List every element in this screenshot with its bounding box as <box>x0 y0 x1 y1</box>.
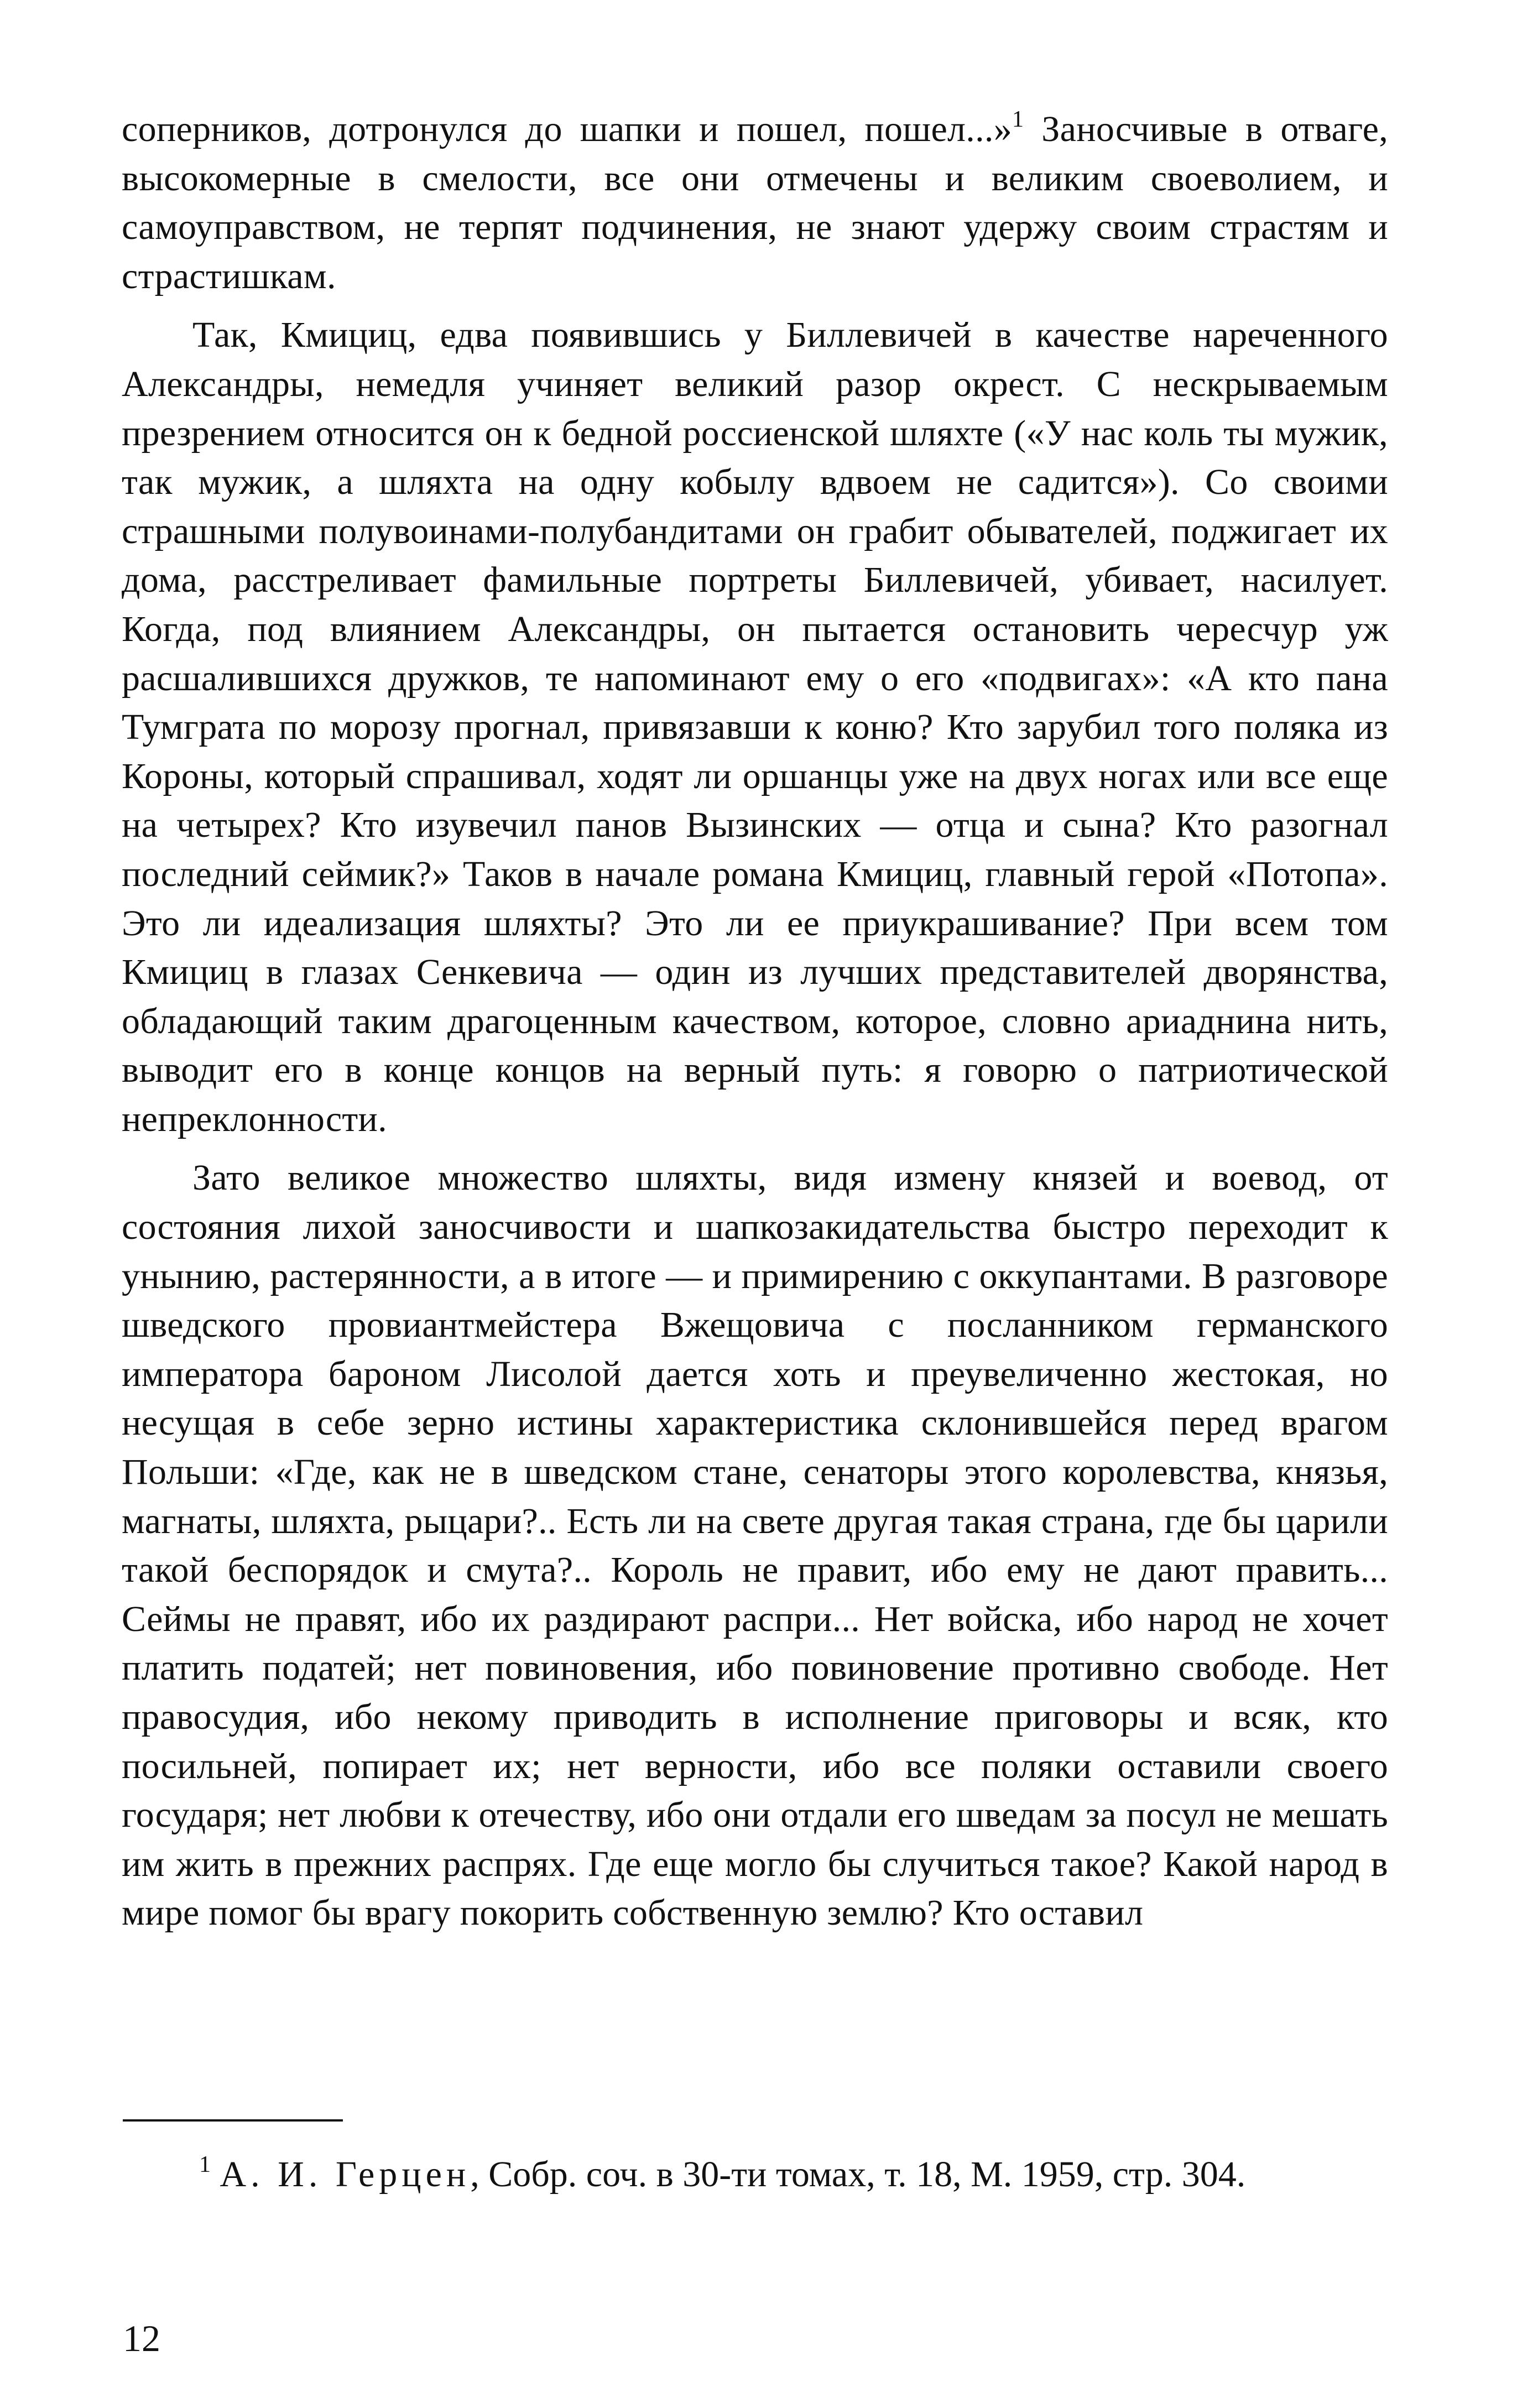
paragraph-1-continuation: Заносчивые в отваге, высокомерные в смелости, все они отмечены и великим своеволием, и самоуправством, не терпят подчинения, не знают удержу своим страстям и страстишкам. <box>122 109 1388 296</box>
footnote-author: А. И. Герцен <box>220 2154 471 2195</box>
page-number: 12 <box>123 2317 160 2359</box>
footnote-citation: , Собр. соч. в 30-ти томах, т. 18, М. 1959, стр. 304. <box>470 2154 1246 2195</box>
paragraph-1 <box>122 105 1388 301</box>
footnote <box>122 2150 1388 2199</box>
paragraph-3: Зато великое множество шляхты, видя измену князей и воевод, от состояния лихой заносчивости и шапкозакидательства быстро переходит к унынию, растерянности, а в итоге — и примирению с оккупантами. В разговоре шведского провиантмейстера Вжещовича с посланником германского императора бароном Лисолой дается хоть и преувеличенно жестокая, но несущая в себе зерно истины характеристика склонившейся перед врагом Польши: «Где, как не в шведском стане, сенаторы этого королевства, князья, магнаты, шляхта, рыцари?.. Есть ли на свете другая такая страна, где бы царили такой беспорядок и смута?.. Король не правит, ибо ему не дают править... Сеймы не правят, ибо их раздирают распри... Нет войска, ибо народ не хочет платить податей; нет повиновения, ибо повиновение противно свободе. Нет правосудия, ибо некому приводить в исполнение приговоры и всяк, кто посильней, попирает их; нет верности, ибо все поляки оставили своего государя; нет любви к отечеству, ибо они отдали его шведам за посул не мешать им жить в прежних распрях. Где еще могло бы случиться такое? Какой народ в мире помог бы врагу покорить собственную землю? Кто оставил <box>122 1158 1388 1933</box>
footnote-reference[interactable]: 1 <box>1012 107 1024 132</box>
paragraph-1-text: соперников, дотронулся до шапки и пошел, пошел...» <box>122 109 1012 149</box>
paragraph-2: Так, Кмициц, едва появившись у Биллевичей в качестве нареченного Александры, немедля учиняет великий разор окрест. С нескрываемым презрением относится он к бедной россиенской шляхте («У нас коль ты мужик, так мужик, а шляхта на одну кобылу вдвоем не садится»). Со своими страшными полувоинами-полубандитами он грабит обывателей, поджигает их дома, расстреливает фамильные портреты Биллевичей, убивает, насилует. Когда, под влиянием Александры, он пытается остановить чересчур уж расшалившихся дружков, те напоминают ему о его «подвигах»: «А кто пана Тумграта по морозу прогнал, привязавши к коню? Кто зарубил того поляка из Короны, который спрашивал, ходят ли оршанцы уже на двух ногах или все еще на четырех? Кто изувечил панов Вызинских — отца и сына? Кто разогнал последний сеймик?» Таков в начале романа Кмициц, главный герой «Потопа». Это ли идеализация шляхты? Это ли ее приукрашивание? При всем том Кмициц в глазах Сенкевича — один из лучших представителей дворянства, обладающий таким драгоценным качеством, которое, словно ариаднина нить, выводит его в конце концов на верный путь: я говорю о патриотической непреклонности. <box>122 315 1388 1139</box>
footnote-separator <box>123 2119 343 2122</box>
page-body <box>122 105 1388 1938</box>
footnote-marker: 1 <box>199 2152 211 2177</box>
